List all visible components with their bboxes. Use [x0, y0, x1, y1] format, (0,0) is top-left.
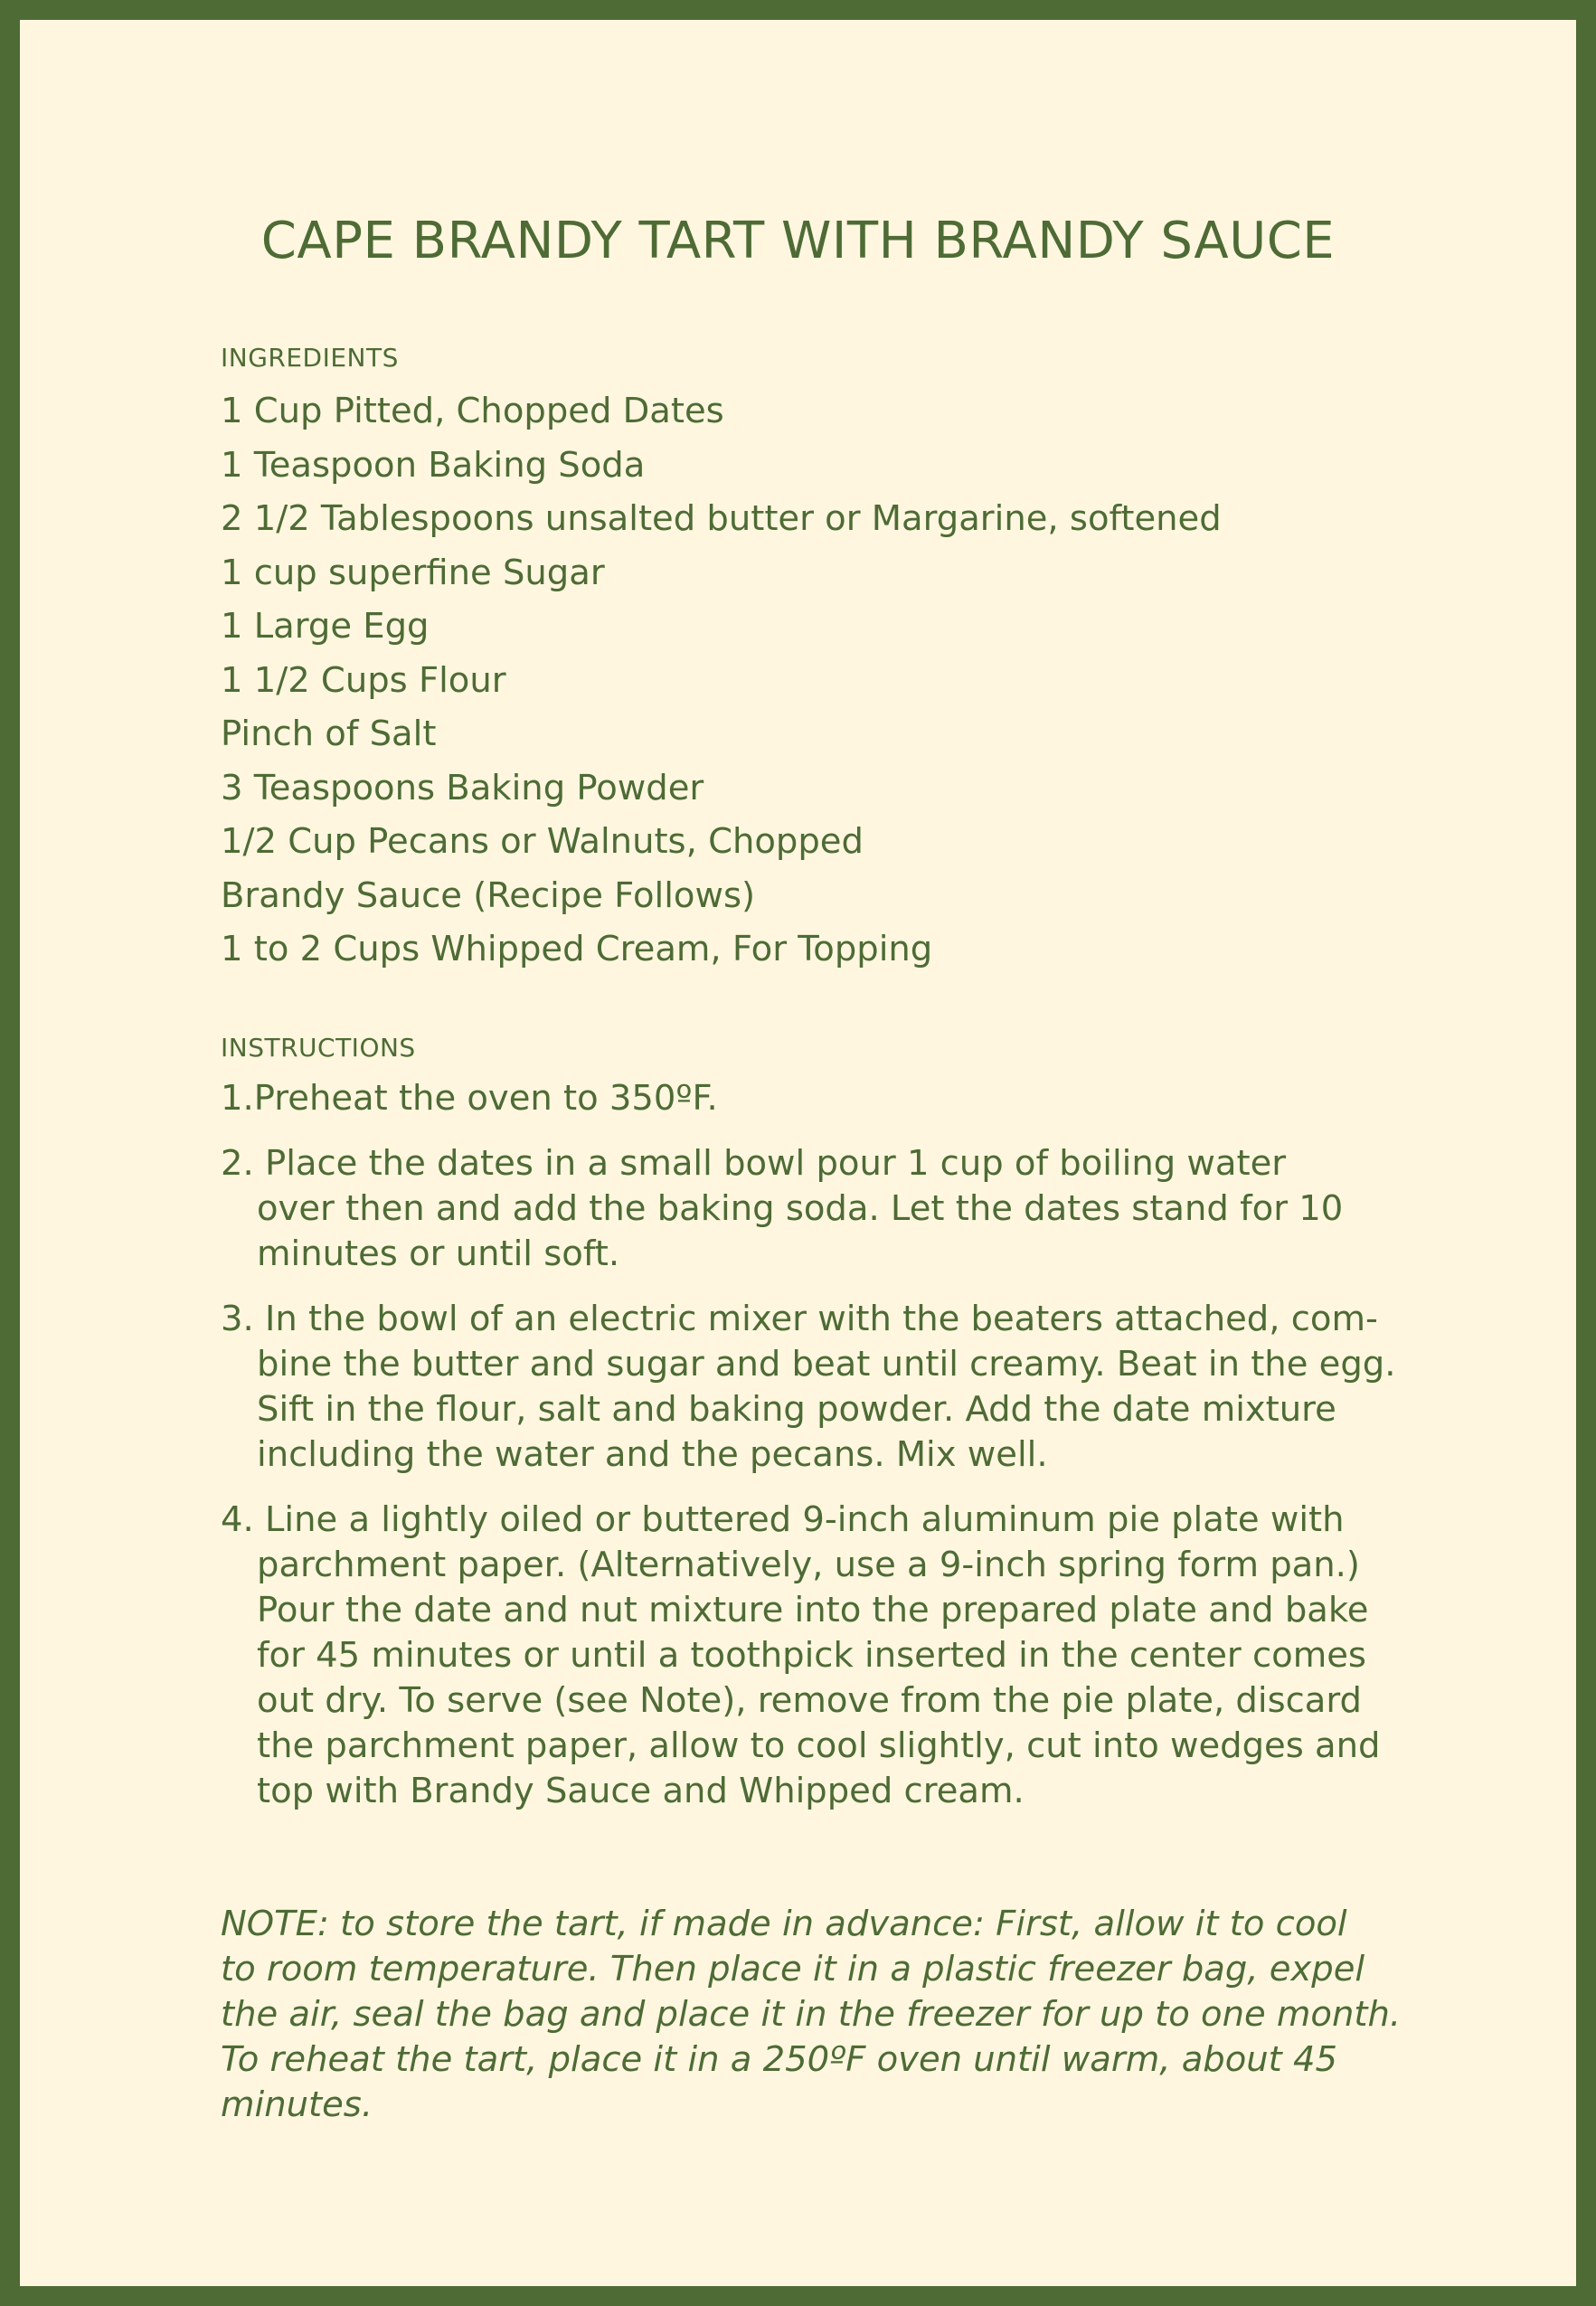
- step-line: over then and add the baking soda. Let the dates stand for 10: [257, 1188, 1344, 1229]
- ingredient-item: 3 Teaspoons Baking Powder: [221, 767, 704, 808]
- ingredient-item: 1 to 2 Cups Whipped Cream, For Topping: [221, 929, 933, 969]
- ingredient-item: 2 1/2 Tablespoons unsalted butter or Margarine, softened: [221, 498, 1222, 539]
- ingredient-item: 1 cup superfine Sugar: [221, 552, 605, 593]
- step-line: Sift in the flour, salt and baking powder. Add the date mixture: [257, 1389, 1336, 1430]
- step-number: 4.: [221, 1499, 254, 1540]
- ingredient-item: 1/2 Cup Pecans or Walnuts, Chopped: [221, 821, 864, 862]
- step-number: 1.: [221, 1078, 254, 1119]
- note-line: To reheat the tart, place it in a 250ºF oven until warm, about 45: [221, 2039, 1338, 2080]
- note-line: NOTE: to store the tart, if made in advance: First, allow it to cool: [221, 1904, 1347, 1944]
- note-line: the air, seal the bag and place it in the freezer for up to one month.: [221, 1994, 1402, 2035]
- recipe-title: CAPE BRANDY TART WITH BRANDY SAUCE: [260, 212, 1336, 270]
- ingredients-heading: INGREDIENTS: [221, 343, 399, 373]
- step-number: 3.: [221, 1299, 254, 1339]
- note-line: to room temperature. Then place it in a plastic freezer bag, expel: [221, 1949, 1365, 1989]
- note-line: minutes.: [221, 2084, 373, 2125]
- ingredient-item: 1 Large Egg: [221, 606, 430, 647]
- step-line: bine the butter and sugar and beat until creamy. Beat in the egg.: [257, 1344, 1396, 1385]
- step-line: top with Brandy Sauce and Whipped cream.: [257, 1771, 1025, 1811]
- instruction-step-4: [221, 1498, 1396, 1814]
- ingredient-item: Brandy Sauce (Recipe Follows): [221, 874, 756, 916]
- ingredient-item: 1 Cup Pitted, Chopped Dates: [221, 391, 724, 431]
- instructions-heading: INSTRUCTIONS: [221, 1033, 416, 1063]
- step-line: including the water and the pecans. Mix well.: [257, 1434, 1048, 1475]
- step-line: out dry. To serve (see Note), remove from the pie plate, discard: [257, 1680, 1362, 1721]
- step-line: the parchment paper, allow to cool slightly, cut into wedges and: [257, 1725, 1381, 1766]
- step-line: for 45 minutes or until a toothpick inserted in the center comes: [257, 1635, 1366, 1676]
- step-line: 4. Line a lightly oiled or buttered 9-inch aluminum pie plate with: [221, 1499, 1345, 1540]
- step-line: Preheat the oven to 350ºF.: [253, 1078, 718, 1119]
- step-line: 2. Place the dates in a small bowl pour 1 cup of boiling water: [221, 1143, 1287, 1184]
- recipe-card: [20, 20, 1576, 2286]
- instructions-list: [221, 1076, 1396, 1834]
- instruction-step-3: [221, 1297, 1396, 1478]
- step-number: 2.: [221, 1143, 254, 1184]
- step-line: Pour the date and nut mixture into the prepared plate and bake: [257, 1590, 1369, 1630]
- step-line: 3. In the bowl of an electric mixer with the beaters attached, com-: [221, 1299, 1378, 1339]
- ingredient-item: Pinch of Salt: [221, 714, 437, 754]
- step-line: minutes or until soft.: [257, 1233, 620, 1274]
- storage-note: [221, 1902, 1402, 2128]
- instruction-step-2: [221, 1141, 1396, 1277]
- instruction-step-1: [221, 1076, 1396, 1121]
- ingredient-item: 1 Teaspoon Baking Soda: [221, 444, 646, 486]
- ingredients-list: [221, 384, 1396, 977]
- step-line: parchment paper. (Alternatively, use a 9-inch spring form pan.): [257, 1545, 1360, 1585]
- ingredient-item: 1 1/2 Cups Flour: [221, 659, 506, 701]
